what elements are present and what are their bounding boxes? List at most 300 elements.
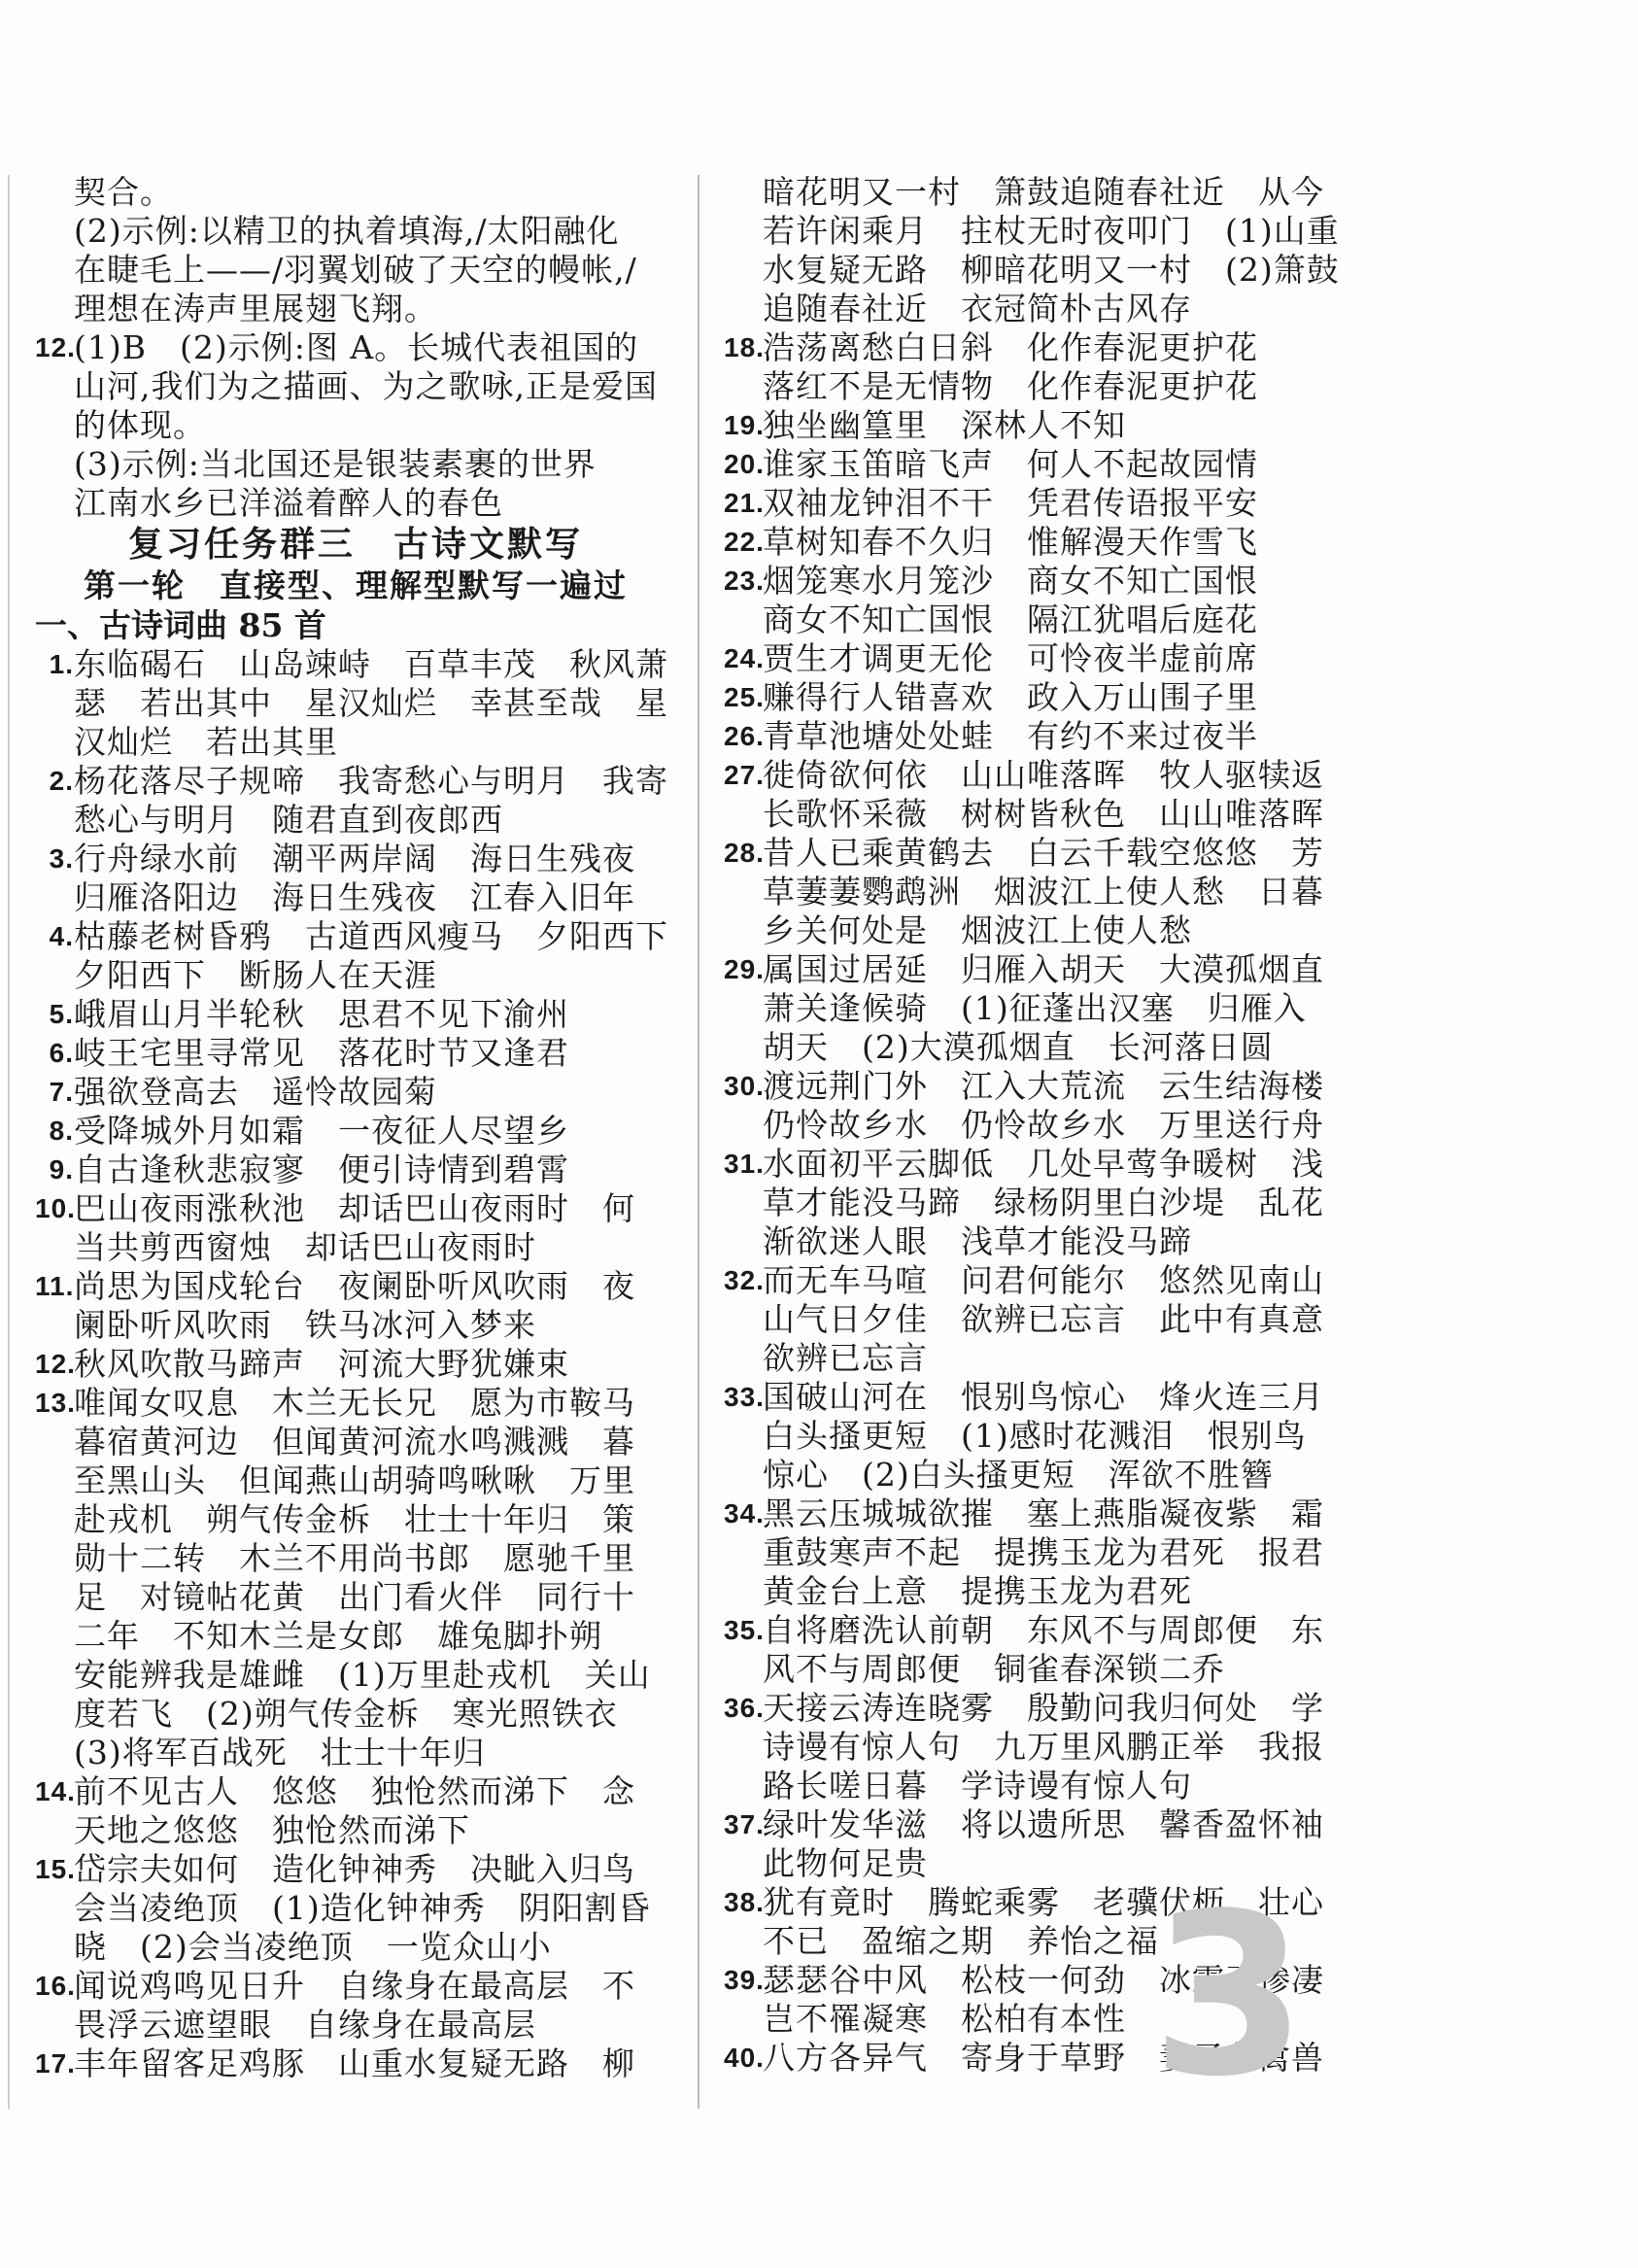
item-number: [724, 1106, 763, 1145]
answer-item: [35, 917, 676, 995]
item-number: [724, 1922, 763, 1961]
item-number: [35, 2006, 74, 2045]
answer-item: [35, 1384, 676, 1772]
answer-text: 峨眉山月半轮秋 思君不见下渝州: [74, 995, 569, 1033]
answer-line: [35, 1811, 676, 1850]
answer-item: [724, 1611, 1346, 1689]
answer-item: [35, 2045, 676, 2083]
item-number: 8.: [49, 1116, 74, 1146]
answer-text: 乡关何处是 烟波江上使人愁: [763, 911, 1192, 949]
answer-text: 草才能没马蹄 绿杨阴里白沙堤 乱花: [763, 1184, 1324, 1221]
answer-line: [724, 173, 1346, 212]
answer-item: [724, 950, 1346, 1067]
answer-line: [724, 251, 1346, 290]
answer-line: [35, 1734, 676, 1772]
answer-line: [35, 1228, 676, 1267]
answer-text: (3)示例:当北国还是银装素裹的世界: [74, 445, 597, 483]
answer-line: [724, 601, 1346, 639]
answer-text: 勋十二转 木兰不用尚书郎 愿驰千里: [74, 1539, 635, 1577]
answer-line: [35, 328, 676, 367]
answer-text: 此物何足贵: [763, 1844, 928, 1882]
answer-line: [35, 173, 676, 212]
answer-line: [35, 406, 676, 445]
item-number: [35, 1734, 74, 1772]
answer-text: 山气日夕佳 欲辨已忘言 此中有真意: [763, 1300, 1324, 1338]
answer-line: [35, 1151, 676, 1189]
item-number: [724, 173, 763, 212]
answer-item: [35, 328, 676, 445]
item-number: [35, 1306, 74, 1345]
answer-line: [724, 484, 1346, 523]
item-number: 7.: [49, 1077, 74, 1107]
answer-line: [35, 290, 676, 328]
answer-text: 会当凌绝顶 (1)造化钟神秀 阴阳割昏: [74, 1889, 651, 1927]
answer-line: [35, 1772, 676, 1811]
answer-item: [35, 840, 676, 917]
answer-line: [35, 723, 676, 762]
answer-line: [35, 1539, 676, 1578]
item-number: 10.: [35, 1193, 76, 1223]
answer-line: [724, 1106, 1346, 1145]
answer-text: 双袖龙钟泪不干 凭君传语报平安: [763, 484, 1258, 522]
item-number: 14.: [35, 1776, 76, 1806]
answer-item: [35, 445, 676, 523]
answer-text: 理想在涛声里展翅飞翔。: [74, 290, 437, 327]
answer-text: 天接云涛连晓雾 殷勤问我归何处 学: [763, 1689, 1324, 1727]
answer-line: [724, 950, 1346, 989]
answer-text: 瑟 若出其中 星汉灿烂 幸甚至哉 星: [74, 684, 668, 722]
answer-line: [35, 1967, 676, 2006]
item-number: 31.: [724, 1149, 765, 1179]
answer-line: [724, 367, 1346, 406]
answer-line: [35, 645, 676, 684]
item-number: [35, 1695, 74, 1734]
answer-item: [724, 1145, 1346, 1261]
item-number: 21.: [724, 488, 765, 518]
answer-text: 长歌怀采薇 树树皆秋色 山山唯落晖: [763, 795, 1324, 833]
answer-line: [724, 639, 1346, 678]
answer-text: 晓 (2)会当凌绝顶 一览众山小: [74, 1928, 552, 1966]
answer-item: [724, 523, 1346, 562]
answer-text: 汉灿烂 若出其里: [74, 723, 338, 761]
answer-text: 白头搔更短 (1)感时花溅泪 恨别鸟: [763, 1417, 1307, 1455]
answer-item: [35, 1073, 676, 1112]
answer-line: [724, 1261, 1346, 1300]
answer-item: [35, 212, 676, 328]
item-number: 12.: [35, 1349, 76, 1379]
answer-item: [35, 995, 676, 1034]
item-number: 5.: [49, 999, 74, 1029]
item-number: 37.: [724, 1809, 765, 1839]
answer-text: 昔人已乘黄鹤去 白云千载空悠悠 芳: [763, 834, 1324, 872]
item-number: [35, 1461, 74, 1500]
item-number: [35, 251, 74, 290]
answer-line: [724, 523, 1346, 562]
item-number: [35, 878, 74, 917]
item-number: 24.: [724, 643, 765, 673]
answer-line: [724, 445, 1346, 484]
answer-item: [724, 1067, 1346, 1145]
item-number: 3.: [49, 843, 74, 874]
answer-text: 草萋萋鹦鹉洲 烟波江上使人愁 日暮: [763, 873, 1324, 911]
item-number: [724, 1339, 763, 1378]
answer-text: 至黑山头 但闻燕山胡骑鸣啾啾 万里: [74, 1461, 635, 1499]
answer-text: 属国过居延 归雁入胡天 大漠孤烟直: [763, 950, 1324, 988]
answer-line: [724, 1611, 1346, 1650]
answer-line: [35, 212, 676, 251]
item-number: 15.: [35, 1854, 76, 1884]
left-intro-block: [35, 173, 676, 523]
item-number: [35, 723, 74, 762]
left-answer-list: [35, 645, 676, 2083]
answer-text: 徙倚欲何依 山山唯落晖 牧人驱犊返: [763, 756, 1324, 794]
answer-line: [35, 1034, 676, 1073]
answer-text: (1)B (2)示例:图 A。长城代表祖国的: [74, 328, 639, 366]
item-number: [724, 873, 763, 911]
answer-item: [35, 1772, 676, 1850]
answer-text: 在睫毛上——/羽翼划破了天空的幔帐,/: [74, 251, 637, 289]
answer-line: [724, 1728, 1346, 1767]
answer-text: 而无车马喧 问君何能尔 悠然见南山: [763, 1261, 1324, 1299]
answer-text: 丰年留客足鸡豚 山重水复疑无路 柳: [74, 2045, 635, 2082]
item-number: 34.: [724, 1498, 765, 1529]
item-number: [35, 212, 74, 251]
answer-text: 山河,我们为之描画、为之歌咏,正是爱国: [74, 367, 658, 405]
answer-line: [35, 1461, 676, 1500]
item-number: 32.: [724, 1265, 765, 1295]
answer-item: [35, 1967, 676, 2045]
item-number: [35, 1500, 74, 1539]
answer-item: [35, 1034, 676, 1073]
item-number: 16.: [35, 1971, 76, 2001]
answer-line: [35, 1073, 676, 1112]
item-number: [724, 1222, 763, 1261]
answer-line: [724, 1028, 1346, 1067]
answer-line: [724, 717, 1346, 756]
answer-text: 强欲登高去 遥怜故园菊: [74, 1073, 437, 1111]
answer-item: [35, 1850, 676, 1967]
answer-line: [35, 1112, 676, 1151]
answer-line: [35, 684, 676, 723]
answer-line: [35, 2006, 676, 2045]
answer-line: [35, 1306, 676, 1345]
item-number: [35, 367, 74, 406]
item-number: [35, 484, 74, 523]
answer-line: [724, 834, 1346, 873]
answer-text: 自古逢秋悲寂寥 便引诗情到碧霄: [74, 1151, 569, 1188]
answer-text: 岱宗夫如何 造化钟神秀 决眦入归鸟: [74, 1850, 635, 1888]
item-number: 9.: [49, 1154, 74, 1185]
left-edge-rule: [8, 175, 10, 2109]
answer-text: 二年 不知木兰是女郎 雄兔脚扑朔: [74, 1617, 602, 1655]
answer-line: [35, 367, 676, 406]
answer-text: 足 对镜帖花黄 出门看火伴 同行十: [74, 1578, 635, 1616]
answer-text: 若许闲乘月 拄杖无时夜叩门 (1)山重: [763, 212, 1340, 250]
item-number: 35.: [724, 1615, 765, 1645]
answer-line: [724, 1222, 1346, 1261]
item-number: 20.: [724, 449, 765, 479]
answer-text: 水复疑无路 柳暗花明又一村 (2)箫鼓: [763, 251, 1340, 289]
answer-text: 畏浮云遮望眼 自缘身在最高层: [74, 2006, 536, 2044]
right-column: [724, 173, 1346, 2078]
answer-text: 唯闻女叹息 木兰无长兄 愿为市鞍马: [74, 1384, 635, 1422]
answer-text: 瑟瑟谷中风 松枝一何劲 冰霜正惨凄: [763, 1961, 1324, 1999]
answer-line: [724, 1184, 1346, 1222]
item-number: [724, 1572, 763, 1611]
answer-item: [35, 762, 676, 840]
answer-line: [35, 801, 676, 840]
answer-text: (3)将军百战死 壮士十年归: [74, 1734, 486, 1771]
item-number: 28.: [724, 838, 765, 868]
item-number: 38.: [724, 1887, 765, 1917]
answer-line: [724, 1145, 1346, 1184]
answer-line: [35, 1500, 676, 1539]
answer-text: 江南水乡已洋溢着醉人的春色: [74, 484, 503, 522]
answer-text: 愁心与明月 随君直到夜郎西: [74, 801, 503, 839]
answer-line: [35, 762, 676, 801]
answer-line: [724, 1300, 1346, 1339]
answer-text: 萧关逢候骑 (1)征蓬出汉塞 归雁入: [763, 989, 1307, 1027]
item-number: [35, 801, 74, 840]
answer-item: [724, 639, 1346, 678]
answer-line: [724, 1650, 1346, 1689]
answer-line: [724, 1339, 1346, 1378]
answer-text: 岂不罹凝寒 松柏有本性: [763, 2000, 1126, 2038]
answer-text: 渡远荆门外 江入大荒流 云生结海楼: [763, 1067, 1324, 1105]
item-number: [724, 989, 763, 1028]
answer-text: 尚思为国戍轮台 夜阑卧听风吹雨 夜: [74, 1267, 635, 1305]
item-number: 22.: [724, 527, 765, 557]
answer-line: [35, 2045, 676, 2083]
item-number: [724, 1650, 763, 1689]
item-number: [724, 290, 763, 328]
item-number: [35, 406, 74, 445]
answer-text: 行舟绿水前 潮平两岸阔 海日生残夜: [74, 840, 635, 877]
item-number: [724, 795, 763, 834]
answer-line: [724, 756, 1346, 795]
answer-line: [724, 989, 1346, 1028]
item-number: [35, 1539, 74, 1578]
answer-line: [35, 1617, 676, 1656]
answer-line: [724, 406, 1346, 445]
sub-title: 第一轮 直接型、理解型默写一遍过: [84, 567, 628, 604]
answer-line: [35, 956, 676, 995]
answer-text: 绿叶发华滋 将以遗所思 馨香盈怀袖: [763, 1805, 1324, 1843]
item-number: 29.: [724, 954, 765, 984]
answer-item: [724, 484, 1346, 523]
answer-text: 杨花落尽子规啼 我寄愁心与明月 我寄: [74, 762, 668, 800]
answer-item: [724, 1495, 1346, 1611]
item-number: [35, 684, 74, 723]
answer-text: 赴戎机 朔气传金柝 壮士十年归 策: [74, 1500, 635, 1538]
item-number: [35, 956, 74, 995]
answer-text: 青草池塘处处蛙 有约不来过夜半: [763, 717, 1258, 755]
item-number: [35, 1617, 74, 1656]
answer-line: [724, 1378, 1346, 1417]
answer-line: [35, 1695, 676, 1734]
answer-line: [35, 1189, 676, 1228]
item-number: [724, 2000, 763, 2039]
answer-text: 的体现。: [74, 406, 206, 444]
answer-line: [724, 1689, 1346, 1728]
answer-line: [35, 840, 676, 878]
answer-item: [35, 1267, 676, 1345]
answer-text: 独坐幽篁里 深林人不知: [763, 406, 1126, 444]
answer-text: 巴山夜雨涨秋池 却话巴山夜雨时 何: [74, 1189, 635, 1227]
answer-text: 胡天 (2)大漠孤烟直 长河落日圆: [763, 1028, 1274, 1066]
item-number: 11.: [35, 1271, 75, 1301]
item-number: 26.: [724, 721, 765, 751]
answer-line: [724, 1767, 1346, 1805]
item-number: [35, 445, 74, 484]
answer-item: [724, 1378, 1346, 1495]
answer-item: [724, 328, 1346, 406]
answer-text: 谁家玉笛暗飞声 何人不起故园情: [763, 445, 1258, 483]
answer-item: [35, 1189, 676, 1267]
item-number: [724, 1028, 763, 1067]
answer-text: 黑云压城城欲摧 塞上燕脂凝夜紫 霜: [763, 1495, 1324, 1532]
answer-item: [724, 756, 1346, 834]
item-number: [35, 1228, 74, 1267]
column-divider: [698, 175, 700, 2109]
item-number: [724, 367, 763, 406]
item-number: [35, 173, 74, 212]
answer-text: 国破山河在 恨别鸟惊心 烽火连三月: [763, 1378, 1324, 1416]
answer-item: [35, 645, 676, 762]
answer-line: [724, 911, 1346, 950]
answer-text: 自将磨洗认前朝 东风不与周郎便 东: [763, 1611, 1324, 1649]
section-title: 复习任务群三 古诗文默写: [127, 524, 583, 565]
answer-item: [35, 1112, 676, 1151]
item-number: [35, 290, 74, 328]
answer-item: [35, 1345, 676, 1384]
answer-text: 归雁洛阳边 海日生残夜 江春入旧年: [74, 878, 635, 916]
answer-line: [35, 1578, 676, 1617]
item-number: [724, 1417, 763, 1456]
item-number: 18.: [724, 332, 765, 362]
item-number: [724, 251, 763, 290]
answer-line: [35, 1423, 676, 1461]
answer-line: [35, 251, 676, 290]
answer-text: 贾生才调更无伦 可怜夜半虚前席: [763, 639, 1258, 677]
answer-text: 落红不是无情物 化作春泥更护花: [763, 367, 1258, 405]
answer-text: 黄金台上意 提携玉龙为君死: [763, 1572, 1192, 1610]
answer-text: 东临碣石 山岛竦峙 百草丰茂 秋风萧: [74, 645, 668, 683]
answer-text: 阑卧听风吹雨 铁马冰河入梦来: [74, 1306, 536, 1344]
answer-text: (2)示例:以精卫的执着填海,/太阳融化: [74, 212, 620, 250]
answer-line: [35, 1384, 676, 1423]
answer-item: [724, 445, 1346, 484]
item-number: [35, 1656, 74, 1695]
answer-text: 路长嗟日暮 学诗谩有惊人句: [763, 1767, 1192, 1804]
answer-line: [35, 445, 676, 484]
item-number: [35, 1811, 74, 1850]
item-number: [35, 1578, 74, 1617]
answer-item: [724, 717, 1346, 756]
answer-text: 不已 盈缩之期 养怡之福: [763, 1922, 1159, 1960]
answer-text: 受降城外月如霜 一夜征人尽望乡: [74, 1112, 569, 1150]
item-number: 13.: [35, 1388, 76, 1418]
answer-line: [35, 995, 676, 1034]
answer-line: [724, 795, 1346, 834]
page-badge: 3: [1151, 1867, 1308, 2126]
answer-item: [724, 1689, 1346, 1805]
item-number: 6.: [49, 1038, 74, 1068]
answer-text: 暗花明又一村 箫鼓追随春社近 从今: [763, 173, 1324, 211]
answer-text: 仍怜故乡水 仍怜故乡水 万里送行舟: [763, 1106, 1324, 1144]
item-number: [724, 911, 763, 950]
answer-line: [724, 1572, 1346, 1611]
answer-item: [35, 173, 676, 212]
answer-text: 浩荡离愁白日斜 化作春泥更护花: [763, 328, 1258, 366]
answer-text: 枯藤老树昏鸦 古道西风瘦马 夕阳西下: [74, 917, 668, 955]
left-column: [35, 173, 676, 2083]
item-number: 17.: [35, 2048, 76, 2079]
item-number: 30.: [724, 1071, 765, 1101]
answer-item: [724, 834, 1346, 950]
answer-line: [724, 562, 1346, 601]
answer-item: [724, 406, 1346, 445]
answer-text: 契合。: [74, 173, 173, 211]
answer-text: 秋风吹散马蹄声 河流大野犹嫌束: [74, 1345, 569, 1383]
answer-item: [724, 678, 1346, 717]
answer-line: [724, 212, 1346, 251]
answer-line: [35, 1889, 676, 1928]
answer-text: 水面初平云脚低 几处早莺争暖树 浅: [763, 1145, 1324, 1183]
answer-text: 犹有竟时 腾蛇乘雾 老骥伏枥 壮心: [763, 1883, 1324, 1921]
answer-line: [724, 1417, 1346, 1456]
answer-line: [724, 873, 1346, 911]
answer-line: [35, 1928, 676, 1967]
answer-line: [35, 1345, 676, 1384]
answer-text: 惊心 (2)白头搔更短 浑欲不胜簪: [763, 1456, 1274, 1494]
item-number: 27.: [724, 760, 765, 790]
answer-text: 草树知春不久归 惟解漫天作雪飞: [763, 523, 1258, 561]
answer-text: 闻说鸡鸣见日升 自缘身在最高层 不: [74, 1967, 635, 2005]
answer-text: 暮宿黄河边 但闻黄河流水鸣溅溅 暮: [74, 1423, 635, 1460]
answer-line: [35, 484, 676, 523]
answer-text: 欲辨已忘言: [763, 1339, 928, 1377]
answer-text: 当共剪西窗烛 却话巴山夜雨时: [74, 1228, 536, 1266]
item-number: [724, 1456, 763, 1495]
item-number: 12.: [35, 332, 76, 362]
item-number: [35, 1928, 74, 1967]
item-number: [724, 1728, 763, 1767]
answer-line: [35, 1656, 676, 1695]
item-number: 40.: [724, 2043, 765, 2073]
item-number: 33.: [724, 1382, 765, 1412]
answer-line: [724, 1456, 1346, 1495]
item-number: [724, 601, 763, 639]
answer-item: [724, 1261, 1346, 1378]
answer-text: 岐王宅里寻常见 落花时节又逢君: [74, 1034, 569, 1072]
answer-text: 风不与周郎便 铜雀春深锁二乔: [763, 1650, 1225, 1688]
answer-item: [724, 173, 1346, 328]
item-number: 36.: [724, 1693, 765, 1723]
item-number: 25.: [724, 682, 765, 712]
answer-text: 天地之悠悠 独怆然而涕下: [74, 1811, 470, 1849]
item-number: 23.: [724, 566, 765, 596]
answer-item: [35, 1151, 676, 1189]
part-title: 一、古诗词曲 85 首: [35, 606, 326, 644]
answer-line: [35, 878, 676, 917]
item-number: [724, 1767, 763, 1805]
answer-text: 夕阳西下 断肠人在天涯: [74, 956, 437, 994]
answer-text: 诗谩有惊人句 九万里风鹏正举 我报: [763, 1728, 1324, 1766]
answer-line: [724, 1533, 1346, 1572]
item-number: [724, 1533, 763, 1572]
item-number: 4.: [49, 921, 74, 951]
